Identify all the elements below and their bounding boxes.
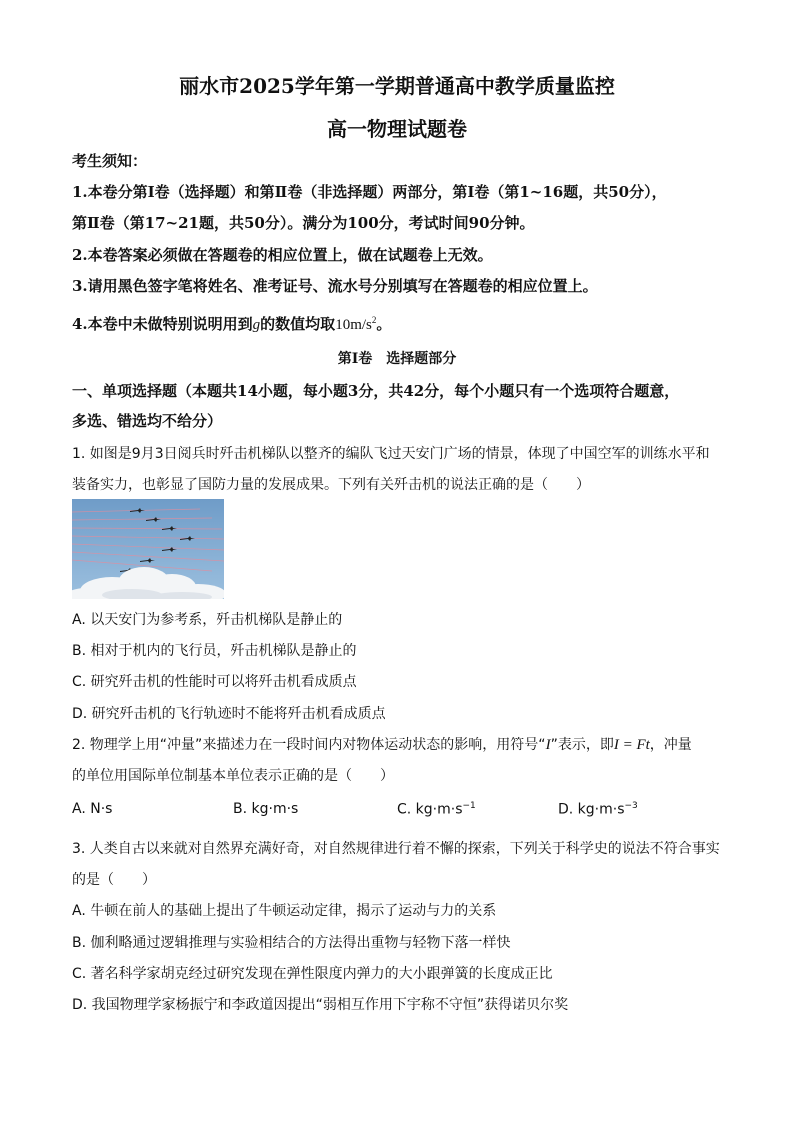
q3-stem-line-1: 3. 人类自古以来就对自然界充满好奇，对自然规律进行着不懈的探索，下列关于科学史的说法不符合事实: [72, 841, 720, 857]
q2-option-b: B. kg·m·s: [233, 801, 299, 817]
q3-stem-line-2: 的是（ ）: [72, 872, 156, 888]
part1-heading-line-2: 多选、错选均不给分）: [72, 412, 223, 430]
q1-option-c: C. 研究歼击机的性能时可以将歼击机看成质点: [72, 674, 357, 690]
gravity-symbol: g: [252, 317, 261, 333]
q3-option-b: B. 伽利略通过逻辑推理与实验相结合的方法得出重物与轻物下落一样快: [72, 935, 511, 951]
notice-item-1-line-1: 1.本卷分第Ⅰ卷（选择题）和第Ⅱ卷（非选择题）两部分，第Ⅰ卷（第1~16题，共50分），: [72, 183, 667, 201]
notice-heading: 考生须知：: [72, 152, 148, 170]
part1-heading-line-1: 一、单项选择题（本题共14小题，每小题3分，共42分，每个小题只有一个选项符合题意，: [72, 382, 680, 400]
q1-stem-line-2: 装备实力，也彰显了国防力量的发展成果。下列有关歼击机的说法正确的是（ ）: [72, 477, 590, 493]
q1-stem-line-1: 1. 如图是9月3日阅兵时歼击机梯队以整齐的编队飞过天安门广场的情景，体现了中国空军的训练水平和: [72, 446, 710, 462]
notice-item-4-prefix: 4.本卷中未做特别说明用到: [72, 315, 253, 333]
notice-item-4: [72, 313, 391, 334]
q2-stem-line-2: 的单位用国际单位制基本单位表示正确的是（ ）: [72, 768, 394, 784]
q1-option-d: D. 研究歼击机的飞行轨迹时不能将歼击机看成质点: [72, 706, 386, 722]
section-title: 第Ⅰ卷 选择题部分: [337, 351, 457, 367]
notice-item-1-line-2: 第Ⅱ卷（第17~21题，共50分）。满分为100分，考试时间90分钟。: [72, 214, 535, 232]
page-title: 丽水市2025学年第一学期普通高中教学质量监控: [179, 74, 615, 98]
q3-option-a: A. 牛顿在前人的基础上提出了牛顿运动定律，揭示了运动与力的关系: [72, 903, 497, 919]
notice-item-4-mid: 的数值均取: [260, 315, 336, 333]
jet-formation-photo: [72, 499, 224, 599]
impulse-symbol: I: [545, 737, 551, 753]
q1-option-b: B. 相对于机内的飞行员，歼击机梯队是静止的: [72, 643, 357, 659]
q1-option-a: A. 以天安门为参考系，歼击机梯队是静止的: [72, 612, 343, 628]
page-subtitle: 高一物理试题卷: [327, 117, 467, 141]
gravity-value: $10m/s^2$: [335, 315, 377, 333]
q3-option-c: C. 著名科学家胡克经过研究发现在弹性限度内弹力的大小跟弹簧的长度成正比: [72, 966, 553, 982]
q2-stem-line-1: 2. 物理学上用“冲量”来描述力在一段时间内对物体运动状态的影响，用符号“I”表示，即I = Ft，冲量: [72, 737, 692, 753]
notice-item-3: 3.请用黑色签字笔将姓名、准考证号、流水号分别填写在答题卷的相应位置上。: [72, 277, 598, 295]
notice-item-4-end: 。: [376, 315, 392, 333]
impulse-formula: I = Ft: [613, 737, 650, 753]
q3-option-d: D. 我国物理学家杨振宁和李政道因提出“弱相互作用下宇称不守恒”获得诺贝尔奖: [72, 997, 569, 1013]
q2-option-c: C. $kg\cdot m\cdot s^{-1}$: [397, 801, 476, 818]
notice-item-2: 2.本卷答案必须做在答题卷的相应位置上，做在试题卷上无效。: [72, 246, 493, 264]
q2-option-a: A. N·s: [72, 801, 113, 817]
jet-formation-image: [72, 499, 224, 599]
q2-option-d: D. $kg\cdot m\cdot s^{-3}$: [558, 801, 638, 818]
